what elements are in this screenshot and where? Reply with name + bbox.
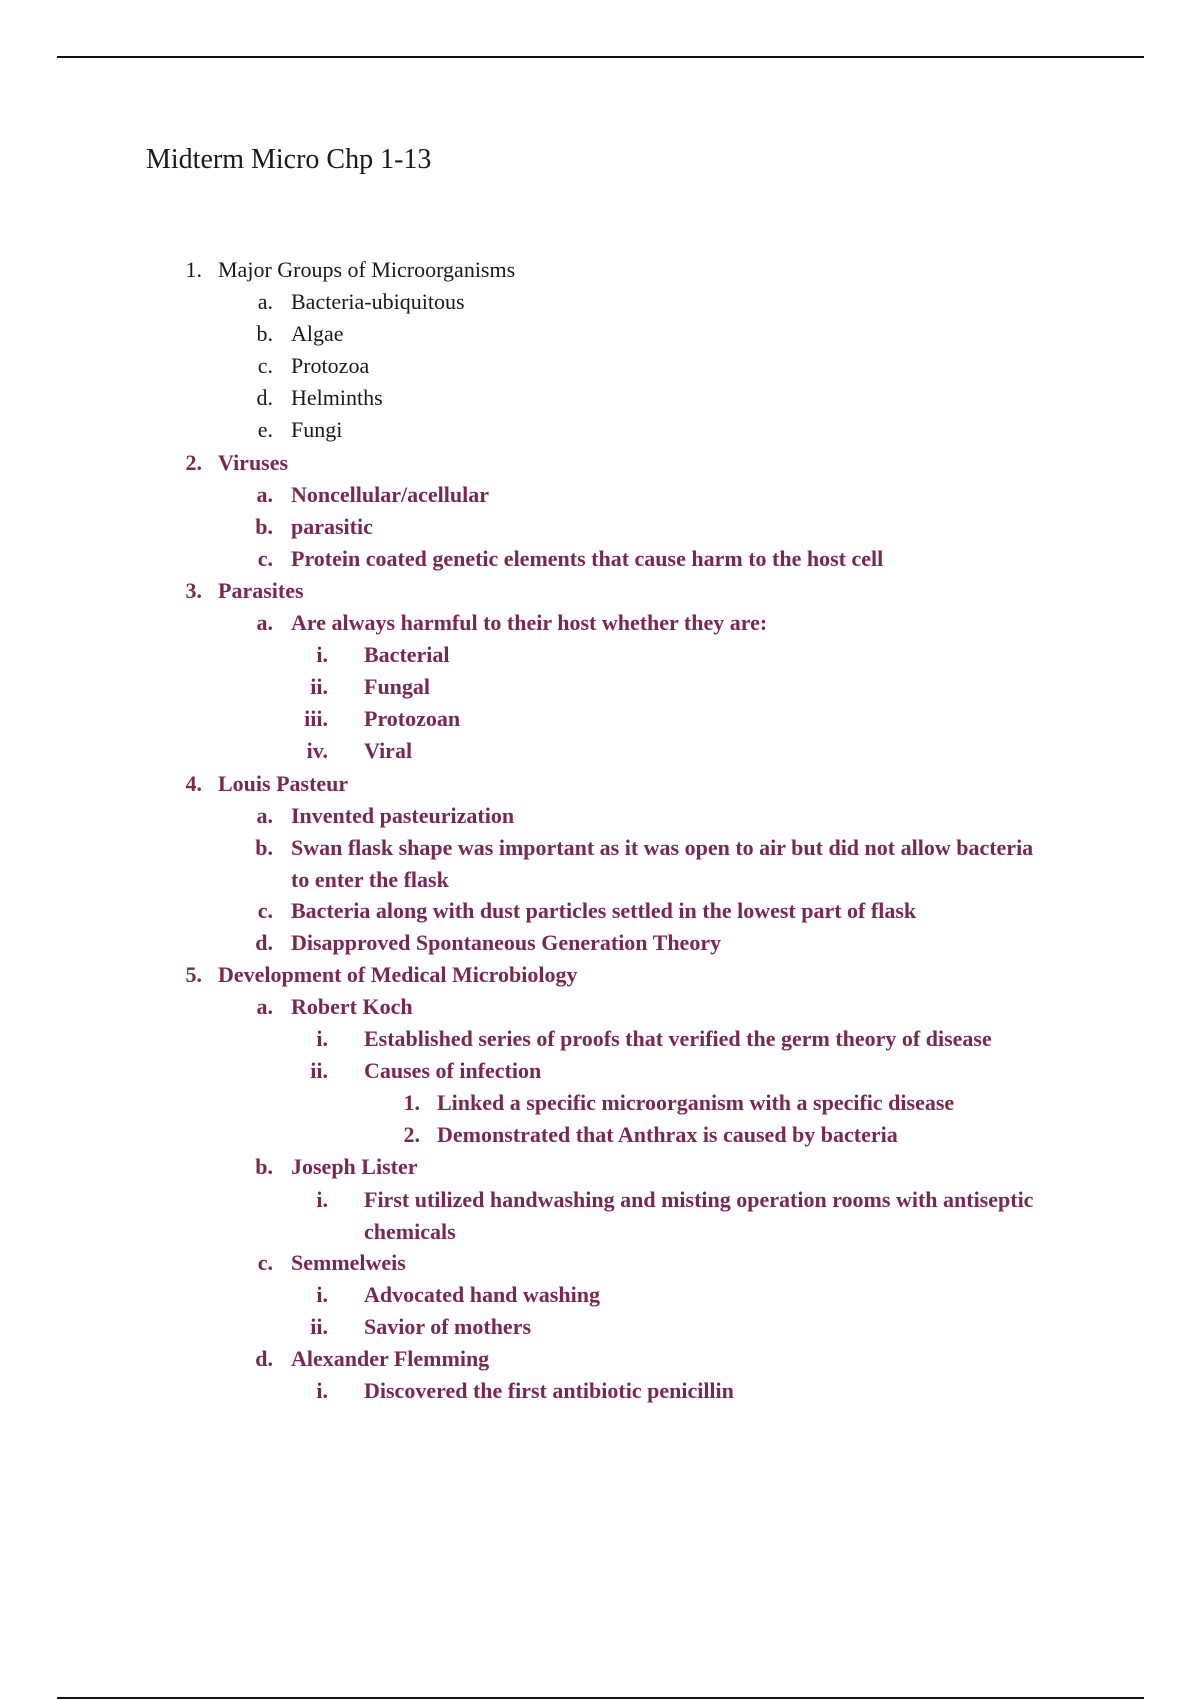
outline-item [0,286,1200,318]
outline-item [0,768,1200,800]
list-marker: i. [316,1377,328,1403]
bottom-rule [57,1697,1144,1699]
list-marker: b. [255,513,273,539]
list-item-text: Bacteria along with dust particles settled in the lowest part of flask [291,897,917,923]
outline-item [0,414,1200,446]
list-marker: ii. [310,1313,328,1339]
list-item-text: parasitic [291,513,373,539]
list-item-text: Linked a specific microorganism with a specific disease [437,1090,955,1116]
outline-item [0,511,1200,543]
list-item-text: Protein coated genetic elements that cause harm to the host cell [291,545,884,571]
list-item-text: Swan flask shape was important as it was open to air but did not allow bacteria to enter the flask [291,834,1034,892]
list-marker: 1. [185,257,202,282]
list-item-text: Bacteria-ubiquitous [291,289,465,315]
outline-item [0,927,1200,959]
list-marker: ii. [310,1058,328,1084]
outline-item [0,1184,1200,1247]
list-marker: b. [256,321,273,347]
outline-item [0,382,1200,414]
list-marker: c. [257,545,273,571]
list-item-text: Advocated hand washing [364,1281,600,1307]
list-item-text: Disapproved Spontaneous Generation Theory [291,929,722,955]
page-title: Midterm Micro Chp 1-13 [146,144,432,175]
outline-item [0,671,1200,703]
outline-item [0,1247,1200,1279]
list-marker: ii. [310,674,328,700]
list-item-text: Semmelweis [291,1249,406,1275]
outline-item [0,959,1200,991]
outline-item [0,318,1200,350]
list-item-text: Noncellular/acellular [291,481,489,507]
list-marker: i. [316,642,328,668]
list-marker: 1. [403,1090,420,1116]
list-marker: a. [256,993,273,1019]
list-item-text: Algae [291,321,344,347]
list-marker: b. [255,1154,273,1180]
list-marker: c. [257,353,273,379]
outline-item [0,350,1200,382]
list-item-text: Bacterial [364,642,450,668]
list-item-text: Joseph Lister [291,1154,418,1180]
list-item-text: Robert Koch [291,993,413,1019]
list-marker: c. [257,897,273,923]
outline-item [0,1119,1200,1151]
list-marker: a. [256,802,273,828]
outline-item [0,735,1200,767]
list-item-text: Major Groups of Microorganisms [218,257,516,282]
list-item-text: Viruses [218,449,289,475]
outline-list [0,254,1200,1407]
outline-item [0,543,1200,575]
list-item-text: Causes of infection [364,1058,542,1084]
outline-item [0,254,1200,286]
list-item-text: Fungal [364,674,431,700]
list-item-text: First utilized handwashing and misting operation rooms with antiseptic chemicals [364,1186,1034,1244]
list-item-text: Viral [364,738,413,764]
list-marker: iii. [304,706,328,732]
list-marker: c. [257,1249,273,1275]
list-marker: d. [255,1345,273,1371]
list-item-text: Savior of mothers [364,1313,532,1339]
list-item-text: Protozoa [291,353,370,379]
outline-item [0,991,1200,1023]
outline-item [0,1055,1200,1087]
list-marker: 2. [403,1122,420,1148]
list-marker: iv. [306,738,328,764]
outline-item [0,895,1200,927]
list-marker: a. [256,610,273,636]
list-marker: i. [316,1186,328,1212]
list-item-text: Fungi [291,417,343,443]
list-marker: d. [256,385,273,411]
list-marker: i. [316,1281,328,1307]
list-marker: b. [255,834,273,860]
list-item-text: Protozoan [364,706,461,732]
outline-item [0,1151,1200,1183]
list-item-text: Discovered the first antibiotic penicillin [364,1377,734,1403]
list-marker: a. [257,289,273,315]
list-marker: 3. [185,577,202,603]
list-item-text: Established series of proofs that verified the germ theory of disease [364,1026,992,1052]
list-marker: i. [316,1026,328,1052]
outline-item [0,1375,1200,1407]
outline-item [0,479,1200,511]
outline-item [0,639,1200,671]
list-item-text: Parasites [218,577,304,603]
outline-item [0,1087,1200,1119]
list-item-text: Invented pasteurization [291,802,515,828]
list-marker: 5. [185,961,202,987]
list-item-text: Demonstrated that Anthrax is caused by bacteria [437,1122,898,1148]
outline-item [0,1311,1200,1343]
outline-item [0,703,1200,735]
list-marker: 2. [185,449,202,475]
list-marker: d. [255,929,273,955]
outline-item [0,832,1200,895]
outline-item [0,1023,1200,1055]
list-item-text: Alexander Flemming [291,1345,490,1371]
list-item-text: Helminths [291,385,383,411]
list-item-text: Louis Pasteur [218,770,349,796]
outline-item [0,607,1200,639]
list-marker: e. [257,417,273,443]
list-item-text: Are always harmful to their host whether they are: [291,610,768,636]
outline-item [0,1343,1200,1375]
list-marker: 4. [185,770,202,796]
top-rule [57,56,1144,58]
list-marker: a. [256,481,273,507]
outline-item [0,800,1200,832]
outline-item [0,447,1200,479]
outline-item [0,575,1200,607]
outline-item [0,1279,1200,1311]
list-item-text: Development of Medical Microbiology [218,961,578,987]
